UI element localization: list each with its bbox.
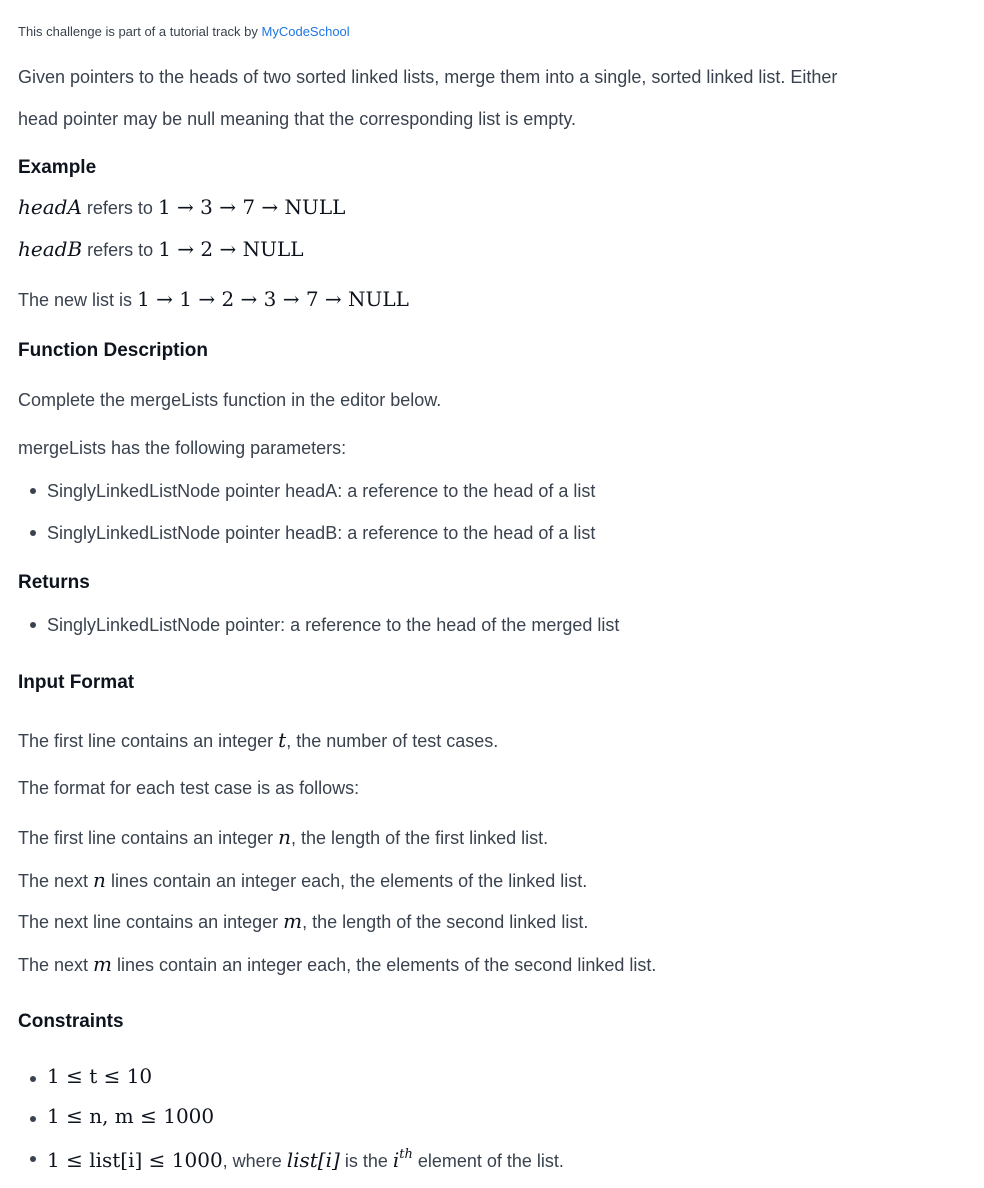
input-format-line-2: The format for each test case is as follows: — [18, 778, 360, 798]
function-description-line-2: mergeLists has the following parameters: — [18, 438, 347, 458]
refers-to-text: refers to — [87, 240, 154, 260]
input-text: , the length of the second linked list. — [302, 912, 589, 932]
returns-heading: Returns — [18, 572, 90, 593]
input-text: , the number of test cases. — [286, 731, 499, 751]
constraint-text: is the — [339, 1151, 393, 1171]
example-headA — [18, 196, 345, 219]
constraint-3 — [47, 1144, 564, 1172]
mycodeschool-link[interactable]: MyCodeSchool — [261, 24, 350, 39]
input-text: lines contain an integer each, the elements of the second linked list. — [112, 955, 657, 975]
constraint-text: , where — [222, 1151, 287, 1171]
param-headB: SinglyLinkedListNode pointer headB: a reference to the head of a list — [47, 523, 596, 543]
var-n: n — [278, 825, 292, 849]
i-var: i — [392, 1148, 400, 1172]
input-text: The next — [18, 955, 94, 975]
constraint-1-math: 1 ≤ t ≤ 10 — [47, 1064, 153, 1088]
description-line-2: head pointer may be null meaning that the corresponding list is empty. — [18, 109, 576, 129]
th-superscript: th — [399, 1147, 413, 1162]
bullet — [30, 1116, 36, 1122]
example-heading: Example — [18, 157, 97, 178]
track-note — [18, 24, 350, 39]
returns-item: SinglyLinkedListNode pointer: a reference to the head of the merged list — [47, 615, 620, 635]
bullet — [30, 622, 36, 628]
constraints-heading: Constraints — [18, 1011, 124, 1032]
var-m: m — [93, 952, 113, 976]
new-list-math: 1 → 1 → 2 → 3 → 7 → NULL — [137, 287, 409, 311]
example-new-list — [18, 288, 409, 311]
input-format-line-4 — [18, 869, 587, 892]
bullet — [30, 530, 36, 536]
constraint-2 — [47, 1104, 214, 1128]
bullet — [30, 488, 36, 494]
input-format-heading: Input Format — [18, 672, 135, 693]
constraint-3-math: 1 ≤ list[i] ≤ 1000 — [47, 1148, 223, 1172]
constraint-2-math: 1 ≤ n, m ≤ 1000 — [47, 1104, 215, 1128]
param-headA: SinglyLinkedListNode pointer headA: a reference to the head of a list — [47, 481, 596, 501]
refers-to-text: refers to — [86, 198, 153, 218]
constraint-1 — [47, 1064, 152, 1088]
var-t: t — [278, 728, 287, 752]
headB-var: headB — [18, 237, 83, 261]
constraint-text: element of the list. — [412, 1151, 564, 1171]
input-text: The first line contains an integer — [18, 731, 279, 751]
track-note-text: This challenge is part of a tutorial track by — [18, 24, 262, 39]
var-m: m — [283, 909, 303, 933]
input-text: lines contain an integer each, the elements of the linked list. — [105, 871, 588, 891]
input-text: The next line contains an integer — [18, 912, 284, 932]
headA-var: headA — [18, 195, 82, 219]
function-description-line-1: Complete the mergeLists function in the editor below. — [18, 390, 442, 410]
bullet — [30, 1076, 36, 1082]
description-line-1: Given pointers to the heads of two sorted linked lists, merge them into a single, sorted linked list. Either — [18, 67, 838, 87]
input-format-line-5 — [18, 910, 588, 933]
new-list-prefix: The new list is — [18, 290, 133, 310]
input-text: , the length of the first linked list. — [291, 828, 549, 848]
input-format-line-1 — [18, 729, 498, 752]
listA-math: 1 → 3 → 7 → NULL — [157, 195, 346, 219]
input-text: The first line contains an integer — [18, 828, 279, 848]
input-text: The next — [18, 871, 94, 891]
example-headB — [18, 238, 304, 261]
listB-math: 1 → 2 → NULL — [158, 237, 304, 261]
function-description-heading: Function Description — [18, 340, 208, 361]
input-format-line-3 — [18, 826, 548, 849]
var-n: n — [93, 868, 106, 892]
input-format-line-6 — [18, 953, 656, 976]
list-i-var: list[i] — [286, 1148, 340, 1172]
bullet — [30, 1156, 36, 1162]
